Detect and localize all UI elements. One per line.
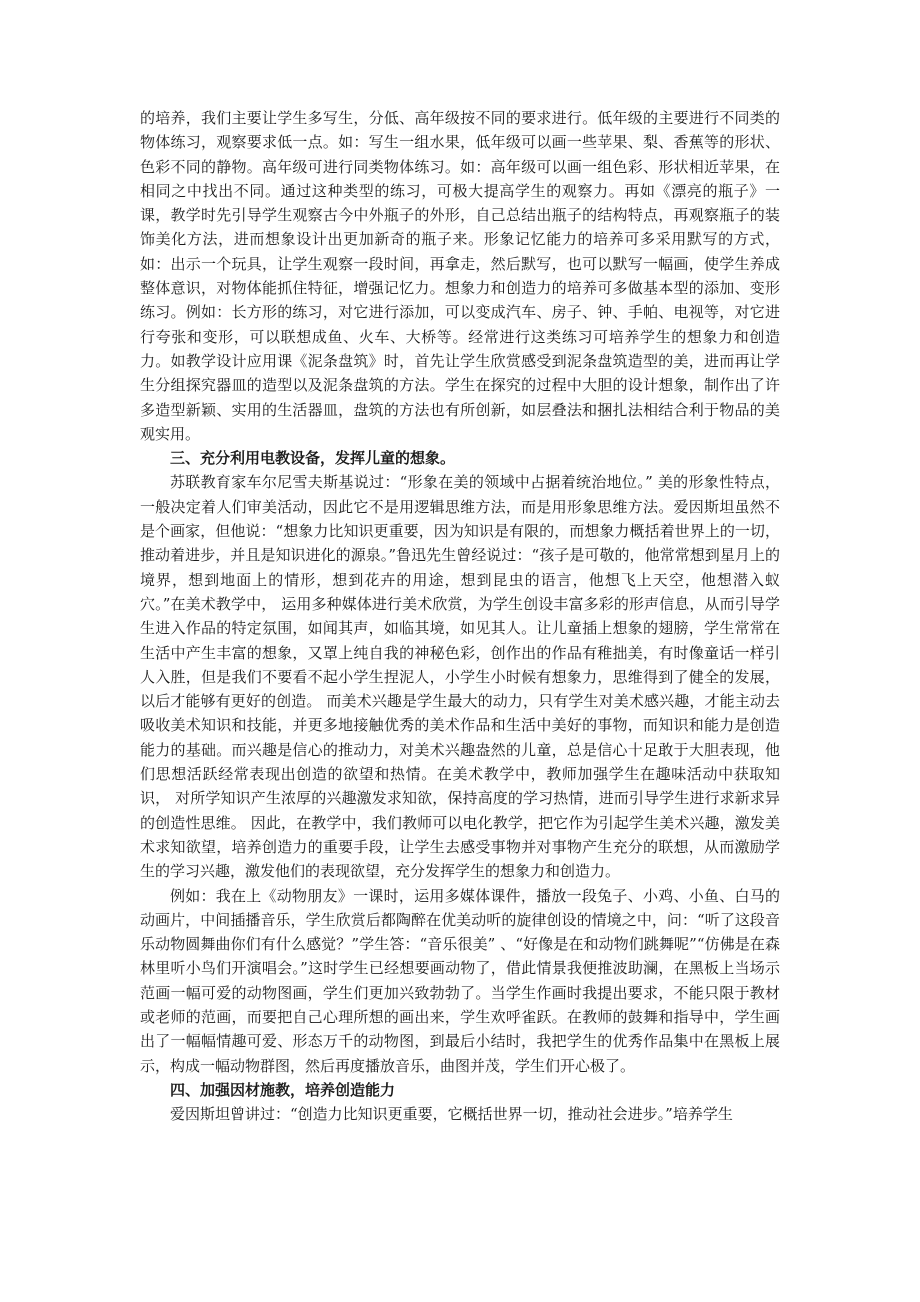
paragraph: 苏联教育家车尔尼雪夫斯基说过：“形象在美的领域中占据着统治地位。” 美的形象性特点，一般决定着人们审美活动，因此它不是用逻辑思维方法，而是用形象思维方法。爱因斯坦虽然不是个画家，但他说：“想象力比知识更重要，因为知识是有限的，而想象力概括着世界上的一切，推动着进步，并且是知识进化的源泉。”鲁迅先生曾经说过：“孩子是可敬的，他常常想到星月上的境界，想到地面上的情形，想到花卉的用途，想到昆虫的语言，他想飞上天空，他想潜入蚁穴。”在美术教学中， 运用多种媒体进行美术欣赏，为学生创设丰富多彩的形声信息，从而引导学生进入作品的特定氛围，如闻其声，如临其境，如见其人。让儿童插上想象的翅膀，学生常常在生活中产生丰富的想象，又罩上纯自我的神秘色彩，创作出的作品有稚拙美，有时像童话一样引人入胜，但是我们不要看不起小学生捏泥人，小学生小时候有想象力，思维得到了健全的发展，以后才能够有更好的创造。 而美术兴趣是学生最大的动力，只有学生对美术感兴趣，才能主动去吸收美术知识和技能，并更多地接触优秀的美术作品和生活中美好的事物，而知识和能力是创造能力的基础。而兴趣是信心的推动力，对美术兴趣盎然的儿童，总是信心十足敢于大胆表现，他们思想活跃经常表现出创造的欲望和热情。在美术教学中，教师加强学生在趣味活动中获取知识， 对所学知识产生浓厚的兴趣激发求知欲，保持高度的学习热情，进而引导学生进行求新求异的创造性思维。 因此，在教学中，我们教师可以电化教学，把它作为引起学生美术兴趣，激发美术求知欲望，培养创造力的重要手段，让学生去感受事物并对事物产生充分的联想，从而激励学生的学习兴趣，激发他们的表现欲望，充分发挥学生的想象力和创造力。	[140, 473, 780, 881]
paragraph: 爱因斯坦曾讲过：“创造力比知识更重要，它概括世界一切，推动社会进步。”培养学生	[170, 1105, 733, 1124]
section-heading-3: 三、充分利用电教设备，发挥儿童的想象。	[170, 449, 456, 468]
document-body	[140, 106, 780, 1126]
section-heading-4: 四、加强因材施教，培养创造能力	[170, 1080, 396, 1099]
paragraph-continued: 的培养，我们主要让学生多写生，分低、高年级按不同的要求进行。低年级的主要进行不同类的物体练习，观察要求低一点。如：写生一组水果，低年级可以画一些苹果、梨、香蕉等的形状、色彩不同的静物。高年级可进行同类物体练习。如：高年级可以画一组色彩、形状相近苹果，在相同之中找出不同。通过这种类型的练习，可极大提高学生的观察力。再如《漂亮的瓶子》一课，教学时先引导学生观察古今中外瓶子的外形，自己总结出瓶子的结构特点，再观察瓶子的装饰美化方法，进而想象设计出更加新奇的瓶子来。形象记忆能力的培养可多采用默写的方式，如：出示一个玩具，让学生观察一段时间，再拿走，然后默写，也可以默写一幅画，使学生养成整体意识，对物体能抓住特征，增强记忆力。想象力和创造力的培养可多做基本型的添加、变形练习。例如：长方形的练习，对它进行添加，可以变成汽车、房子、钟、手帕、电视等，对它进行夸张和变形，可以联想成鱼、火车、大桥等。经常进行这类练习可培养学生的想象力和创造力。如教学设计应用课《泥条盘筑》时，首先让学生欣赏感受到泥条盘筑造型的美，进而再让学生分组探究器皿的造型以及泥条盘筑的方法。学生在探究的过程中大胆的设计想象，制作出了许多造型新颖、实用的生活器皿，盘筑的方法也有所创新，如层叠法和捆扎法相结合利于物品的美观实用。	[140, 109, 780, 443]
paragraph: 例如：我在上《动物朋友》一课时，运用多媒体课件，播放一段兔子、小鸡、小鱼、白马的动画片，中间插播音乐，学生欣赏后都陶醉在优美动听的旋律创设的情境之中，问：“听了这段音乐动物圆舞曲你们有什么感觉？”学生答：“音乐很美” 、“好像是在和动物们跳舞呢”“仿佛是在森林里听小鸟们开演唱会。”这时学生已经想要画动物了，借此情景我便推波助澜，在黑板上当场示范画一幅可爱的动物图画，学生们更加兴致勃勃了。当学生作画时我提出要求，不能只限于教材或老师的范画，而要把自己心理所想的画出来，学生欢呼雀跃。在教师的鼓舞和指导中，学生画出了一幅幅情趣可爱、形态万千的动物图，到最后小结时，我把学生的优秀作品集中在黑板上展示，构成一幅动物群图，然后再度播放音乐，曲图并茂，学生们开心极了。	[140, 886, 780, 1075]
